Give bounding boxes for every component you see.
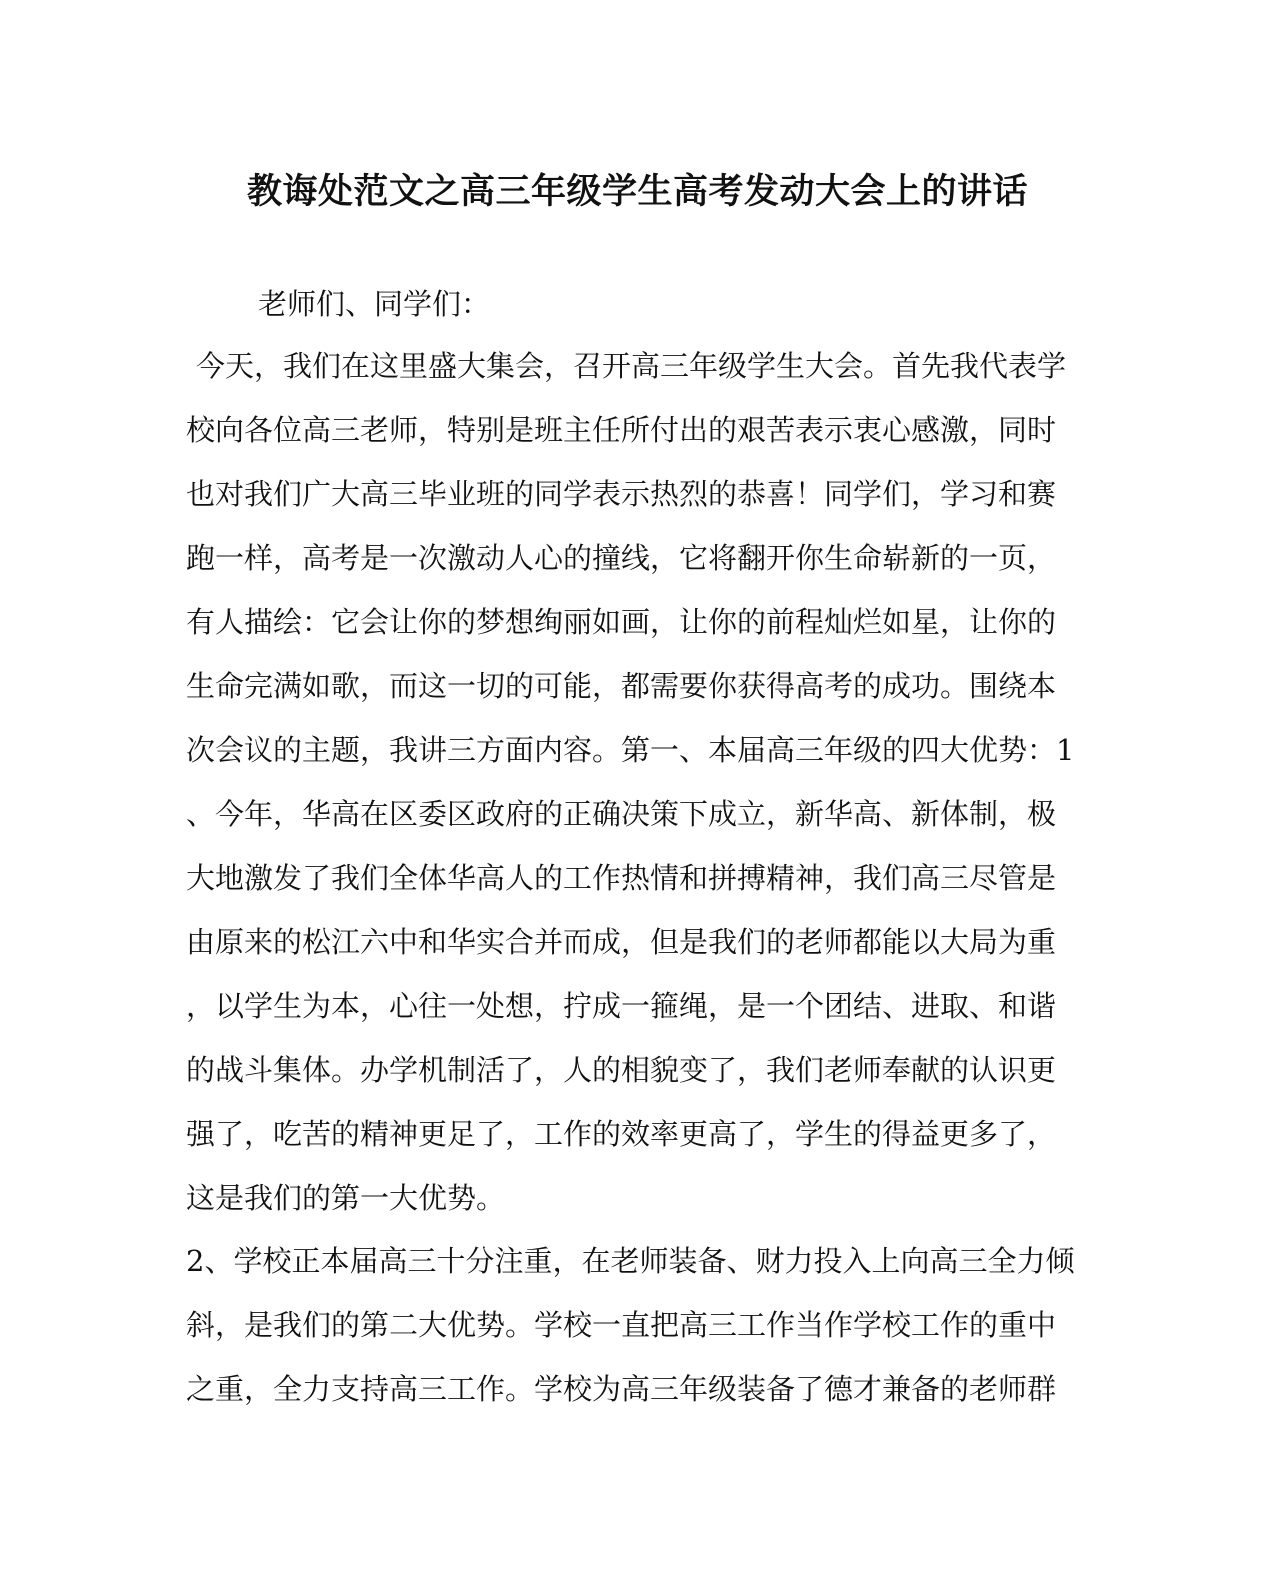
body-line: 也对我们广大高三毕业班的同学表示热烈的恭喜！同学们，学习和赛 [186,477,1057,511]
body-line: 2、学校正本届高三十分注重，在老师装备、财力投入上向高三全力倾 [186,1244,1075,1278]
body-line: 生命完满如歌，而这一切的可能，都需要你获得高考的成功。围绕本 [186,669,1057,703]
body-line: 由原来的松江六中和华实合并而成，但是我们的老师都能以大局为重 [186,925,1057,959]
body-line: 之重，全力支持高三工作。学校为高三年级装备了德才兼备的老师群 [186,1372,1057,1406]
body-line: 大地激发了我们全体华高人的工作热情和拼搏精神，我们高三尽管是 [186,861,1057,895]
document-title: 教诲处范文之高三年级学生高考发动大会上的讲话 [246,171,1028,212]
body-line: 斜，是我们的第二大优势。学校一直把高三工作当作学校工作的重中 [186,1308,1057,1342]
body-line: 有人描绘：它会让你的梦想绚丽如画，让你的前程灿烂如星，让你的 [186,605,1057,639]
salutation: 老师们、同学们： [258,287,491,321]
body-line: 这是我们的第一大优势。 [186,1181,506,1215]
body-line: 校向各位高三老师，特别是班主任所付出的艰苦表示衷心感激，同时 [186,413,1057,447]
body-line: 次会议的主题，我讲三方面内容。第一、本届高三年级的四大优势：1 [186,733,1075,767]
body-line: ，以学生为本，心往一处想，拧成一箍绳，是一个团结、进取、和谐 [186,989,1057,1023]
body-line: 强了，吃苦的精神更足了，工作的效率更高了，学生的得益更多了， [186,1117,1057,1151]
body-line: 的战斗集体。办学机制活了，人的相貌变了，我们老师奉献的认识更 [186,1053,1057,1087]
body-line: 跑一样，高考是一次激动人心的撞线，它将翻开你生命崭新的一页， [186,541,1057,575]
body-line: 、今年，华高在区委区政府的正确决策下成立，新华高、新体制，极 [186,797,1057,831]
body-line: 今天，我们在这里盛大集会，召开高三年级学生大会。首先我代表学 [196,349,1067,383]
